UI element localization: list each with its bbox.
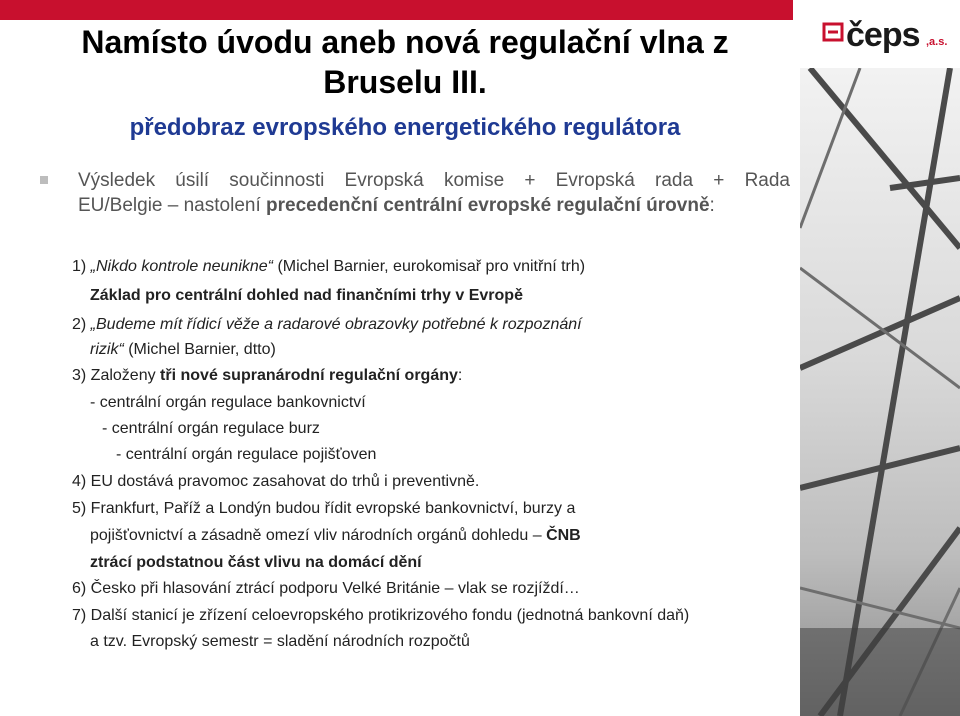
intro-line-2-plain: EU/Belgie – nastolení [78,195,267,216]
item-3-sub-b: - centrální orgán regulace burz [102,420,320,437]
item-5-line-2 [90,525,581,547]
item-5-line-3 [90,552,422,574]
item-5-cnb: ČNB [546,527,581,544]
item-1-bold: Základ pro centrální dohled nad finančními trhy v Evropě [90,287,523,304]
item-5-line-1: 5) Frankfurt, Paříž a Londýn budou řídit evropské bankovnictví, burzy a [72,500,576,517]
item-3-line-1 [72,365,462,387]
item-2-num: 2) [72,316,91,333]
item-1-quote: „Nikdo kontrole neunikne“ [90,258,273,275]
item-2-line-1 [72,314,582,336]
item-3-sub-c: - centrální orgán regulace pojišťoven [116,446,377,463]
item-5-line-2-plain: pojišťovnictví a zásadně omezí vliv národních orgánů dohledu – [90,527,547,544]
ceps-logo-mark-icon [822,22,844,42]
item-2-quote: „Budeme mít řídicí věže a radarové obrazovky potřebné k rozpoznání [90,316,582,333]
square-bullet-icon [40,176,48,184]
ceps-logo [818,12,958,62]
item-3-sub-a: - centrální orgán regulace bankovnictví [90,394,366,411]
intro-bullet [40,168,790,218]
item-1-line-2 [90,285,523,307]
intro-text [78,168,790,218]
item-4: 4) EU dostává pravomoc zasahovat do trhů i preventivně. [72,473,480,490]
steel-tower-photo [800,68,960,716]
logo-wordmark: čeps [846,16,920,54]
item-3-start: 3) Založeny [72,367,161,384]
item-6: 6) Česko při hlasování ztrácí podporu Velké Británie – vlak se rozjíždí… [72,580,580,597]
item-7-line-2: a tzv. Evropský semestr = sladění národních rozpočtů [90,633,470,650]
intro-line-1: Výsledek úsilí součinnosti Evropská komise + Evropská rada + Rada [78,170,790,191]
slide-title: Namísto úvodu aneb nová regulační vlna z Bruselu III. [81,24,729,100]
logo-suffix: ,a.s. [926,36,948,48]
top-red-bar [0,0,793,20]
item-1-line-1 [72,256,585,278]
item-5-bold: ztrácí podstatnou část vlivu na domácí dění [90,554,422,571]
slide-subtitle: předobraz evropského energetického regulátora [129,114,681,141]
intro-line-2-end: : [709,195,715,216]
item-1-source: (Michel Barnier, eurokomisař pro vnitřní trh) [273,258,586,275]
item-2-source: (Michel Barnier, dtto) [123,341,276,358]
item-3-end: : [457,367,463,384]
tower-illustration [800,68,960,716]
item-2-quote-end: rizik“ [90,341,124,358]
item-2-line-2 [90,339,276,361]
intro-line-2-bold: precedenční centrální evropské regulační úrovně [266,195,710,216]
item-3-bold: tři nové supranárodní regulační orgány [160,367,458,384]
intro-line-2 [78,193,790,218]
item-7-line-1: 7) Další stanicí je zřízení celoevropského protikrizového fondu (jednotná bankovní daň) [72,607,690,624]
item-1-num: 1) [72,258,91,275]
